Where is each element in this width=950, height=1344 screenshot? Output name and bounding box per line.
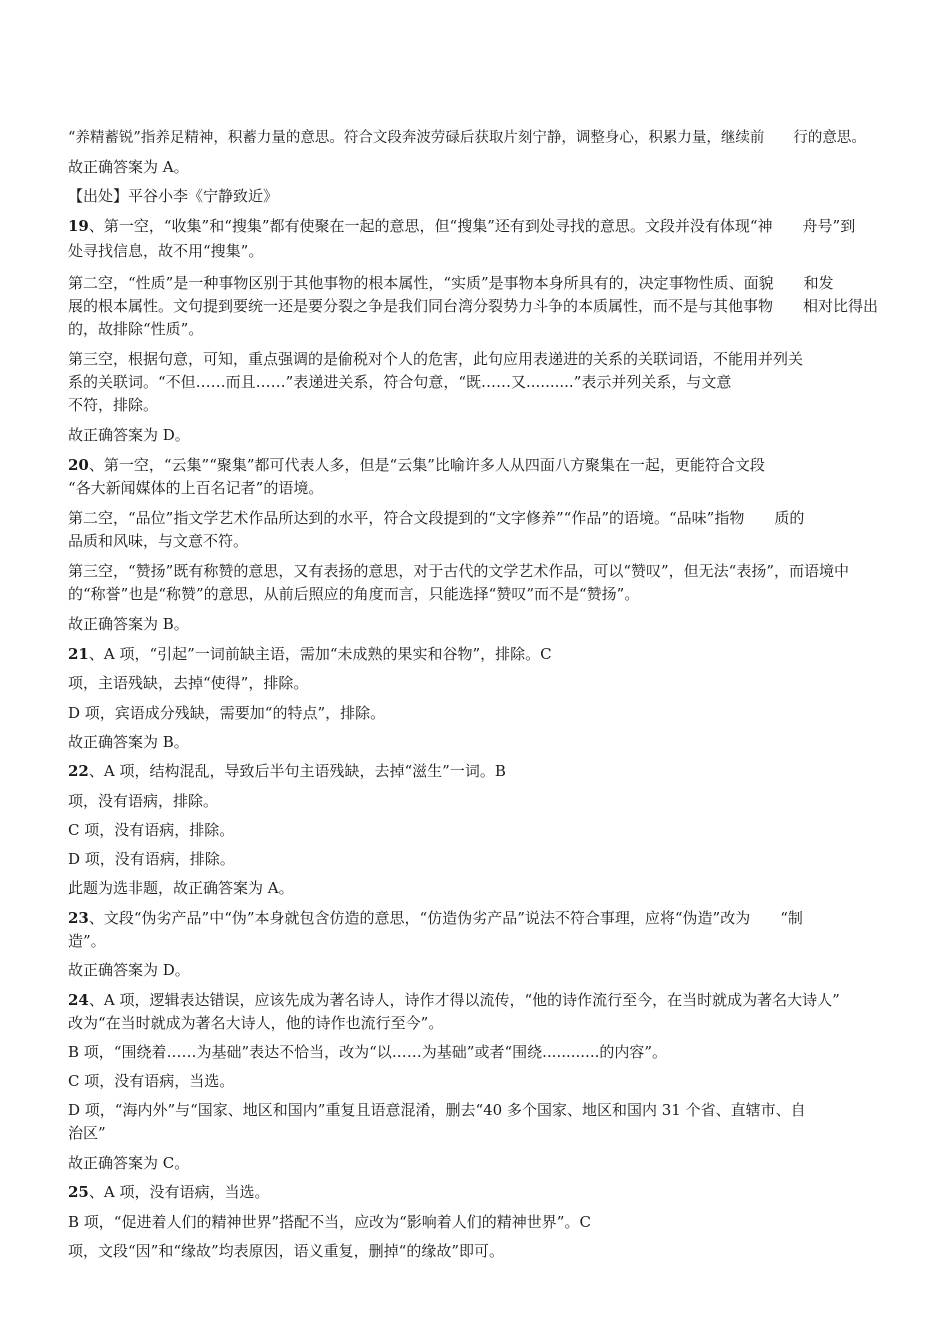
text-line (68, 878, 888, 898)
line-text: 品质和风味，与文意不符。 (68, 532, 249, 550)
question-explanation-line (68, 908, 888, 928)
text-line (68, 349, 888, 369)
question-explanation-line (68, 216, 888, 236)
line-text: 不符，排除。 (68, 396, 159, 414)
line-text: D 项，宾语成分残缺，需要加“的特点”，排除。 (68, 704, 386, 722)
line-text: 造”。 (68, 932, 106, 950)
text-line (68, 372, 888, 392)
line-text: 项，主语残缺，去掉“使得”，排除。 (68, 674, 309, 692)
line-text: 【出处】平谷小李《宁静致近》 (68, 187, 279, 205)
question-number: 24 (68, 991, 89, 1009)
text-line (68, 319, 888, 339)
text-line (68, 614, 888, 634)
line-text: 、A 项，结构混乱，导致后半句主语残缺，去掉“滋生”一词。B (88, 762, 506, 780)
question-number: 25 (68, 1183, 89, 1201)
line-text: 治区” (68, 1124, 106, 1142)
text-line (68, 584, 888, 604)
text-line (68, 960, 888, 980)
question-number: 20 (68, 456, 89, 474)
line-text: 故正确答案为 B。 (68, 615, 189, 633)
text-line (68, 157, 888, 177)
question-explanation-line (68, 644, 888, 664)
text-line (68, 1241, 888, 1261)
line-text: 、第一空，“收集”和“搜集”都有使聚在一起的意思，但“搜集”还有到处寻找的意思。文段并没有体现“神 舟号”到 (88, 217, 856, 235)
question-number: 19 (68, 217, 89, 235)
line-text: C 项，没有语病，排除。 (68, 821, 235, 839)
text-line (68, 508, 888, 528)
question-number: 21 (68, 645, 89, 663)
line-text: 故正确答案为 B。 (68, 733, 189, 751)
question-number: 22 (68, 762, 89, 780)
line-text: D 项，“海内外”与“国家、地区和国内”重复且语意混淆，删去“40 多个国家、地区和国内 31 个省、直辖市、自 (68, 1101, 806, 1119)
line-text: 故正确答案为 A。 (68, 158, 189, 176)
text-line (68, 273, 888, 293)
text-line (68, 1123, 888, 1143)
line-text: “各大新闻媒体的上百名记者”的语境。 (68, 479, 324, 497)
text-line (68, 820, 888, 840)
question-explanation-line (68, 1182, 888, 1202)
line-text: 第三空，“赞扬”既有称赞的意思，又有表扬的意思，对于古代的文学艺术作品，可以“赞叹”，但无法“表扬”，而语境中 (68, 562, 850, 580)
text-line (68, 849, 888, 869)
question-number: 23 (68, 909, 89, 927)
line-text: 、A 项，没有语病，当选。 (88, 1183, 270, 1201)
line-text: 系的关联词。“不但……而且……”表递进关系，符合句意，“既……又..........”表示并列关系，与文意 (68, 373, 732, 391)
line-text: 项，没有语病，排除。 (68, 792, 219, 810)
line-text: 故正确答案为 D。 (68, 426, 190, 444)
text-line (68, 703, 888, 723)
line-text: D 项，没有语病，排除。 (68, 850, 235, 868)
text-line (68, 673, 888, 693)
text-line (68, 931, 888, 951)
text-line (68, 425, 888, 445)
line-text: 、A 项，逻辑表达错误，应该先成为著名诗人，诗作才得以流传，“他的诗作流行至今，在当时就成为著名大诗人” (88, 991, 840, 1009)
line-text: 项，文段“因”和“缘故”均表原因，语义重复，删掉“的缘故”即可。 (68, 1242, 505, 1260)
question-explanation-line (68, 761, 888, 781)
line-text: 、A 项，“引起”一词前缺主语，需加“未成熟的果实和谷物”，排除。C (88, 645, 552, 663)
text-line (68, 395, 888, 415)
line-text: 、第一空，“云集”“聚集”都可代表人多，但是“云集”比喻许多人从四面八方聚集在一起，更能符合文段 (88, 456, 765, 474)
text-line (68, 1100, 888, 1120)
line-text: B 项，“促进着人们的精神世界”搭配不当，应改为“影响着人们的精神世界”。C (68, 1213, 591, 1231)
text-line (68, 531, 888, 551)
line-text: 第二空，“品位”指文学艺术作品所达到的水平，符合文段提到的“文字修养”“作品”的语境。“品味”指物 质的 (68, 509, 805, 527)
line-text: B 项，“围绕着……为基础”表达不恰当，改为“以……为基础”或者“围绕............的内容”。 (68, 1043, 668, 1061)
line-text: 展的根本属性。文句提到要统一还是要分裂之争是我们同台湾分裂势力斗争的本质属性，而不是与其他事物 相对比得出 (68, 297, 879, 315)
text-line (68, 1042, 888, 1062)
line-text: 、文段“伪劣产品”中“伪”本身就包含仿造的意思，“仿造伪劣产品”说法不符合事理，应将“伪造”改为 “制 (88, 909, 803, 927)
line-text: 第二空，“性质”是一种事物区别于其他事物的根本属性，“实质”是事物本身所具有的，决定事物性质、面貌 和发 (68, 274, 834, 292)
text-line (68, 241, 888, 261)
text-line (68, 186, 888, 206)
line-text: 改为“在当时就成为著名大诗人，他的诗作也流行至今”。 (68, 1014, 444, 1032)
line-text: “养精蓄锐”指养足精神，积蓄力量的意思。符合文段奔波劳碌后获取片刻宁静，调整身心，积累力量，继续前 行的意思。 (68, 130, 866, 146)
line-text: 故正确答案为 D。 (68, 961, 190, 979)
line-text: 故正确答案为 C。 (68, 1154, 190, 1172)
text-line (68, 561, 888, 581)
text-line (68, 1071, 888, 1091)
text-line (68, 1153, 888, 1173)
text-line (68, 1212, 888, 1232)
question-explanation-line (68, 455, 888, 475)
text-line (68, 732, 888, 752)
line-text: 的，故排除“性质”。 (68, 320, 204, 338)
text-line (68, 791, 888, 811)
text-line (68, 478, 888, 498)
line-text: 处寻找信息，故不用“搜集”。 (68, 242, 264, 260)
line-text: C 项，没有语病，当选。 (68, 1072, 235, 1090)
line-text: 的“称誉”也是“称赞”的意思，从前后照应的角度而言，只能选择“赞叹”而不是“赞扬”。 (68, 585, 640, 603)
text-line (68, 296, 888, 316)
line-text: 第三空，根据句意，可知，重点强调的是偷税对个人的危害，此句应用表递进的关系的关联词语，不能用并列关 (68, 350, 804, 368)
text-line (68, 1013, 888, 1033)
question-explanation-line (68, 990, 888, 1010)
text-line (68, 128, 888, 148)
line-text: 此题为选非题，故正确答案为 A。 (68, 879, 294, 897)
